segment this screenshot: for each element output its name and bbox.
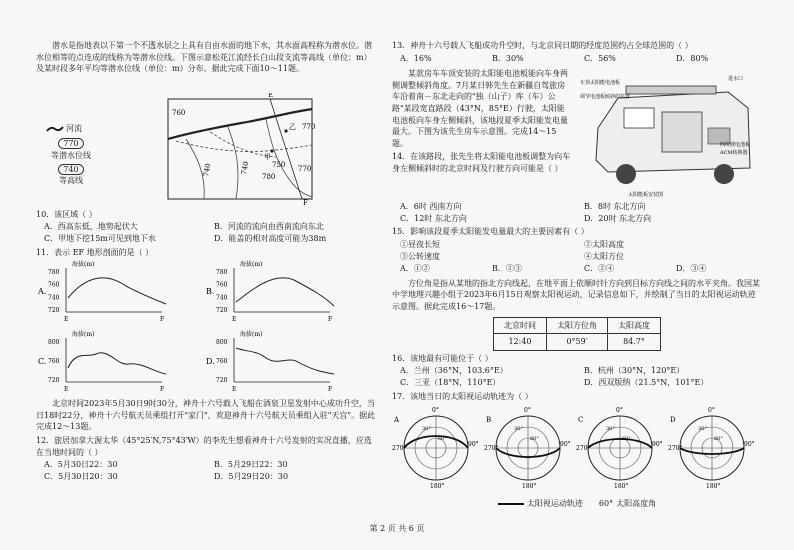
table-header: 北京时间: [494, 317, 547, 334]
q12-option-d[interactable]: D．5月29日20：30: [214, 471, 289, 481]
panel-label-e: E: [64, 316, 69, 324]
profile-panel[interactable]: [36, 328, 196, 394]
dial-right-label: 90°: [652, 441, 663, 449]
van-door-icon: [662, 112, 702, 152]
question-15: [392, 226, 762, 274]
q16-option-d[interactable]: D．西双版纳（21.5°N，101°E）: [584, 377, 709, 387]
q14-option-c[interactable]: C．12时 东北方向: [400, 213, 467, 223]
legend-track: [498, 498, 583, 510]
van-label-install: 太阳能板安装图: [628, 192, 664, 199]
panel-tick-label: 740: [216, 294, 228, 302]
q10-stem: 10．该区域（ ）: [36, 209, 97, 219]
q12-option-b[interactable]: B．5月29日22：30: [214, 460, 288, 470]
legend-alt-number: 60°: [598, 499, 614, 509]
panel-tick-label: 780: [216, 269, 228, 277]
dial-right-label: 90°: [744, 441, 755, 449]
panel-tick-label: 760: [48, 281, 60, 289]
question-14: [392, 151, 572, 174]
dial-bottom-label: 180°: [522, 483, 537, 491]
map-legend: [46, 123, 96, 187]
panel-tick-label: 720: [48, 377, 60, 385]
question-10: [36, 209, 376, 245]
panel-y-label: 海拔(m): [240, 331, 263, 339]
label-yi: 乙: [289, 122, 296, 131]
dial-right-label: 90°: [468, 441, 479, 449]
dial-alt-30-label: 30°: [422, 426, 431, 433]
panel-label-f: F: [160, 316, 165, 324]
dial-left-label: 270°: [392, 445, 407, 453]
panel-y-label: 海拔(m): [72, 331, 95, 339]
panel-tick-label: 780: [48, 269, 60, 277]
label-e: E: [268, 92, 274, 99]
q16-option-c[interactable]: C．三亚（18°N，110°E）: [400, 377, 501, 387]
sun-path-dial[interactable]: [392, 402, 480, 498]
label-f: F: [303, 198, 308, 205]
contour-line: [228, 127, 238, 199]
panel-label-f: F: [328, 316, 333, 324]
q15-option-b[interactable]: B．②③: [492, 264, 522, 274]
van-label-panel: 车顶太阳能电池板: [580, 80, 621, 87]
q13-option-b[interactable]: B．30%: [492, 53, 524, 63]
table-row: [494, 334, 661, 351]
legend-alt-label: 太阳高度角: [616, 499, 657, 509]
panel-letter: C.: [38, 357, 47, 367]
q13-option-d[interactable]: D．80%: [676, 53, 709, 63]
panel-y-label: 海拔(m): [240, 261, 263, 269]
table-header: 太阳方位角: [547, 317, 608, 334]
panel-tick-label: 800: [216, 339, 228, 347]
panel-letter: D.: [206, 357, 215, 367]
intro-sun-azimuth: 方位角是指从某地的指北方向线起，在地平面上依顺时针方向到目标方向线之间的水平夹角。我国某中学地理兴趣小组于2023年6月15日观察太阳视运动，记录信息如下，并绘制了当日的太阳视运动轨迹示意图。据此完成16～17题。: [392, 278, 760, 311]
rv-illustration: [578, 68, 762, 200]
q16-stem: 16．该地最有可能位于（ ）: [392, 353, 493, 363]
dial-left-label: 270°: [484, 445, 499, 453]
q11-stem: 11．表示 EF 地形剖面的是（ ）: [36, 247, 154, 257]
panel-tick-label: 760: [48, 358, 60, 366]
q14-option-a[interactable]: A．6时 西南方向: [400, 202, 462, 212]
profile-panel[interactable]: [36, 258, 196, 324]
q10-option-d[interactable]: D．能盖的相对高度可能为38m: [214, 233, 327, 243]
q15-item-3: ③公转速度: [400, 251, 440, 261]
gwl-legend: [46, 138, 96, 161]
panel-label-e: E: [64, 386, 69, 394]
dial-alt-60-label: 60°: [622, 436, 631, 443]
solar-panel-icon: [626, 86, 716, 94]
river-legend-icon: [46, 125, 64, 133]
legend-gwl-number: 770: [58, 138, 83, 149]
contour-label-780: 780: [262, 172, 276, 181]
q15-option-d[interactable]: D．③④: [676, 264, 707, 274]
dial-alt-60-label: 60°: [530, 436, 539, 443]
contour-legend: [46, 164, 96, 187]
sun-path-dial[interactable]: [484, 402, 572, 498]
q13-options: [400, 53, 762, 65]
dial-alt-60-label: 60°: [714, 436, 723, 443]
q17-stem: 17．该地当日的太阳视运动轨迹为（ ）: [392, 391, 533, 401]
dial-right-label: 90°: [560, 441, 571, 449]
van-label-converter: ACM转换器: [720, 150, 748, 157]
contour-line: [186, 139, 204, 199]
dial-letter: D: [670, 416, 676, 425]
q14-option-b[interactable]: B．8时 东北方向: [584, 202, 646, 212]
contour-label-770: 770: [302, 122, 316, 131]
dial-letter: C: [578, 416, 584, 425]
q10-options: [44, 221, 376, 244]
panel-label-f: F: [160, 386, 165, 394]
panel-letter: B.: [206, 287, 215, 297]
contour-label-740: 740: [202, 162, 213, 178]
profile-panels: [36, 258, 376, 398]
dial-bottom-label: 180°: [706, 483, 721, 491]
question-11: [36, 247, 376, 399]
dial-left-label: 270°: [668, 445, 683, 453]
question-12: [36, 435, 376, 482]
left-column: [36, 40, 376, 482]
q15-items: [400, 239, 762, 262]
table-cell: 84.7°: [608, 334, 661, 351]
point-yi: [284, 129, 287, 132]
legend-gwl-label: 等潜水位线: [51, 150, 91, 160]
table-header: 太阳高度: [608, 317, 661, 334]
dial-alt-30-label: 30°: [514, 426, 523, 433]
q16-option-a[interactable]: A．兰州（36°N，103.6°E）: [400, 366, 508, 376]
q15-item-2: ②太阳高度: [584, 239, 624, 249]
dial-letter: B: [486, 416, 492, 425]
q12-stem: 12．旅居加拿大渥太华（45°25′N,75°43′W）的李先生想看神舟十六号发射的实况直播，应选在当地时间的（ ）: [36, 435, 372, 457]
q16-option-b[interactable]: B．杭州（30°N，120°E）: [584, 366, 685, 376]
sun-observation-table: [493, 317, 661, 351]
contour-map-figure: [36, 79, 376, 207]
contour-label-760: 760: [172, 108, 186, 117]
sun-path-dial[interactable]: [668, 402, 756, 498]
legend-contour-label: 等高线: [59, 176, 83, 186]
van-label-inlet: 进水口: [728, 76, 744, 83]
legend-river-label: 河流: [66, 123, 82, 133]
q10-option-c[interactable]: C．甲地下挖15m可见到地下水: [44, 233, 156, 243]
q15-stem: 15．影响该段夏季太阳能发电量最大的主要因素有（ ）: [392, 227, 589, 237]
contour-label-770b: 770: [298, 164, 312, 173]
dial-top-label: 0°: [432, 407, 439, 415]
dial-bottom-label: 180°: [430, 483, 445, 491]
question-16: [392, 353, 762, 389]
legend-altitude: [599, 498, 656, 510]
dial-top-label: 0°: [616, 407, 623, 415]
dial-top-label: 0°: [708, 407, 715, 415]
question-17: [392, 391, 762, 510]
panel-label-e: E: [232, 316, 237, 324]
rv-figure: [578, 68, 762, 200]
dial-alt-30-label: 30°: [698, 426, 707, 433]
wheel-icon: [616, 164, 636, 184]
panel-tick-label: 800: [48, 339, 60, 347]
q15-options: [400, 263, 762, 275]
intro-shenzhou: 北京时间2023年5月30日9时30分，神舟十六号载人飞船在酒泉卫星发射中心成功升空，当日18时22分，神舟十六号航天员乘组打开"家门"，欢迎神舟十六号航天员乘组入驻"天宫"。据此完成12～13题。: [36, 399, 376, 432]
q17-legend: [392, 498, 762, 510]
wheel-icon: [714, 164, 734, 184]
q13-option-a[interactable]: A．16%: [400, 53, 432, 63]
dial-bottom-label: 180°: [614, 483, 629, 491]
q15-item-1: ①昼夜长短: [400, 239, 440, 249]
q14-stem: 14．在该路段，张先生将太阳能电池板调整为向车身左侧倾斜时的北京时间及行驶方向可能是（ ）: [392, 152, 571, 173]
table-cell: 12:40: [494, 334, 547, 351]
contour-map: [166, 93, 316, 205]
panel-tick-label: 720: [48, 307, 60, 315]
panel-letter: A.: [38, 287, 47, 297]
intro-rv: 某款房车车顶安装的太阳能电池板能向车身两侧调整倾斜角度。7月某日韩先生在新疆自驾旅房车沿着南－东北走向的"独（山子）库（车）公路"某段宽直路段（43°N，85°E）行驶，太阳能电池板向车身左侧倾斜，该地段夏季太阳能发电量最大。下图为该先生房车示意图。完成14～15题。: [392, 69, 568, 148]
page-footer: 第 2 页 共 6 页: [369, 524, 425, 533]
q10-option-a[interactable]: A．西高东低，地势起伏大: [44, 222, 138, 232]
panel-label-e: E: [232, 386, 237, 394]
right-column: [392, 40, 762, 510]
q14-options: [400, 201, 762, 224]
rv-text: [392, 68, 572, 200]
intro-groundwater: 潜水是指地表以下第一个不透水层之上具有自由水面的地下水，其水面高程称为潜水位。潜水位相等的点连成的线称为等潜水位线。下图示意松花江流经长白山段支流等高线（单位：m）及某时段多年平均等潜水位线（单位：m）分布。据此完成下面10～11题。: [36, 41, 372, 74]
sun-path-dial[interactable]: [576, 402, 664, 498]
profile-curve: [236, 348, 334, 374]
q16-options: [400, 365, 762, 388]
table-cell: 0°59′: [547, 334, 608, 351]
track-legend-icon: [498, 501, 524, 507]
gwl-line: [176, 141, 312, 152]
q10-option-b[interactable]: B．河流的流向由西南流向东北: [214, 222, 324, 232]
rv-section: [392, 68, 762, 200]
panel-tick-label: 720: [216, 307, 228, 315]
dial-alt-60-label: 60°: [438, 436, 447, 443]
van-label-adjust: 调节电池板倾斜的装置: [580, 94, 631, 101]
question-13: [392, 40, 762, 64]
q12-option-c[interactable]: C．5月30日20：30: [44, 471, 118, 481]
panel-y-label: 海拔(m): [72, 261, 95, 269]
q13-option-c[interactable]: C．56%: [584, 53, 616, 63]
van-window-icon: [624, 108, 654, 128]
van-label-battery: 四块锂电池板: [720, 142, 751, 149]
profile-curve: [68, 353, 166, 374]
contour-label-740b: 740: [240, 160, 251, 176]
dial-letter: A: [394, 416, 400, 425]
q13-stem: 13．神舟十六号载人飞船成功升空时，与北京同日期的经度范围约占全球范围的（ ）: [392, 41, 693, 50]
profile-curve: [68, 278, 166, 304]
profile-panel[interactable]: [204, 258, 364, 324]
panel-tick-label: 720: [216, 377, 228, 385]
panel-tick-label: 760: [216, 281, 228, 289]
q15-option-c[interactable]: C．②④: [584, 264, 615, 274]
profile-curve: [236, 278, 334, 306]
legend-track-label: 太阳视运动轨迹: [526, 499, 583, 509]
q12-option-a[interactable]: A．5月30日22：30: [44, 460, 118, 470]
profile-panel[interactable]: [204, 328, 364, 394]
q12-options: [44, 459, 376, 482]
sun-path-dials: [392, 402, 762, 498]
dial-left-label: 270°: [576, 445, 591, 453]
table-header-row: [494, 317, 661, 334]
panel-tick-label: 740: [48, 294, 60, 302]
legend-contour-number: 740: [58, 164, 83, 175]
dial-alt-30-label: 30°: [606, 426, 615, 433]
panel-label-f: F: [328, 386, 333, 394]
q15-option-a[interactable]: A．①②: [400, 264, 430, 274]
contour-label-750: 750: [272, 160, 286, 169]
dial-top-label: 0°: [524, 407, 531, 415]
q14-option-d[interactable]: D．20时 东北方向: [584, 213, 652, 223]
label-jia: 甲: [264, 152, 271, 161]
q15-item-4: ④太阳方位: [584, 251, 624, 261]
panel-tick-label: 760: [216, 358, 228, 366]
